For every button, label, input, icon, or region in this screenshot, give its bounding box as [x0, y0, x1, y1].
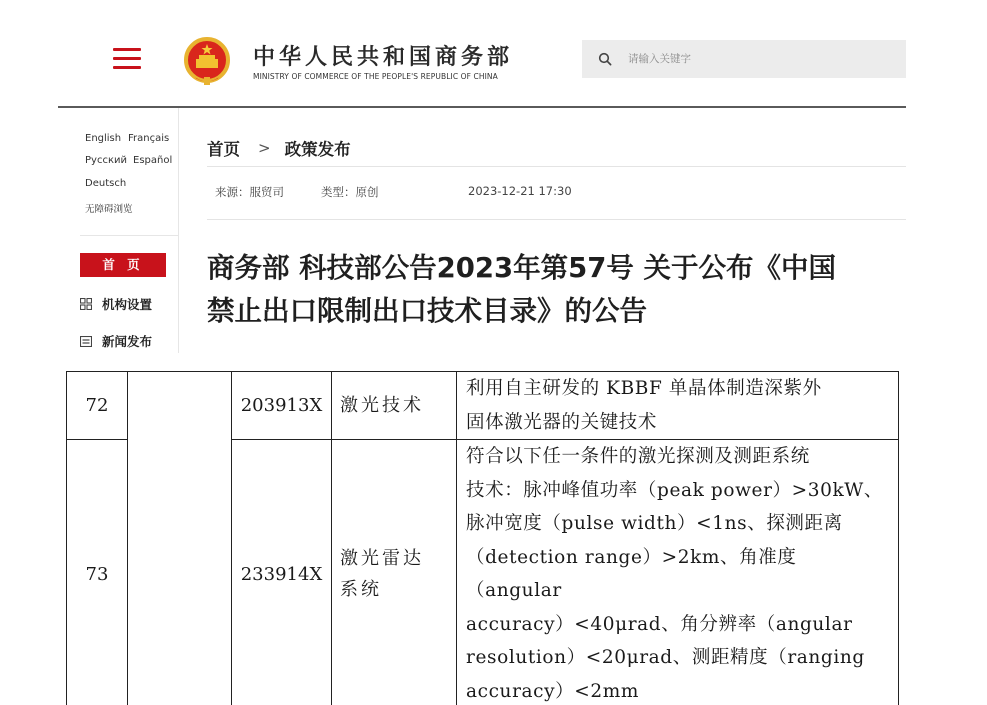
site-name-en: MINISTRY OF COMMERCE OF THE PEOPLE'S REPUBLIC OF CHINA [253, 72, 498, 81]
site-name-cn: 中华人民共和国商务部 [253, 45, 514, 70]
nav-org-label: 机构设置 [102, 297, 153, 312]
meta-datetime: 2023-12-21 17:30 [468, 184, 572, 198]
tech-name-line: 激光技术 [340, 395, 424, 416]
lang-german[interactable]: Deutsch [85, 178, 127, 189]
accessibility-link[interactable]: 无障碍浏览 [85, 204, 133, 215]
tech-name-line: 激光雷达 [340, 548, 424, 569]
grid-icon [80, 298, 92, 310]
tech-description [457, 440, 899, 705]
article-title-line-2: 禁止出口限制出口技术目录》的公告 [207, 295, 647, 327]
lang-spanish[interactable]: Español [133, 155, 173, 166]
nav-org-structure[interactable] [80, 295, 152, 313]
tech-description [457, 372, 899, 440]
breadcrumb-separator: > [258, 139, 271, 157]
breadcrumb-section[interactable]: 政策发布 [284, 140, 351, 159]
national-emblem-logo[interactable] [183, 35, 231, 87]
lang-english[interactable]: English [85, 133, 122, 144]
lang-russian[interactable]: Русский [85, 155, 127, 166]
breadcrumb-divider [207, 166, 906, 167]
description-line: resolution）<20μrad、测距精度（ranging [466, 647, 865, 668]
sidebar-divider [178, 108, 179, 353]
menu-icon[interactable] [113, 48, 141, 70]
header-divider [58, 106, 906, 108]
meta-divider [207, 219, 906, 220]
tech-code: 203913X [232, 372, 332, 440]
nav-news-label: 新闻发布 [102, 334, 153, 349]
row-number: 73 [67, 440, 128, 705]
breadcrumb-home[interactable]: 首页 [207, 140, 240, 159]
article-title [207, 247, 917, 333]
document-table-image [66, 371, 900, 705]
sidebar-separator [80, 235, 178, 236]
description-line: 脉冲宽度（pulse width）<1ns、探测距离 [466, 513, 843, 534]
nav-home[interactable]: 首 页 [80, 253, 166, 277]
tech-name [332, 372, 457, 440]
table-row [67, 372, 899, 440]
description-line: 符合以下任一条件的激光探测及测距系统 [466, 446, 810, 467]
search-icon[interactable] [598, 52, 612, 66]
description-line: accuracy）<40μrad、角分辨率（angular [466, 613, 853, 635]
search-bar [582, 40, 906, 78]
lang-french[interactable]: Français [128, 133, 170, 144]
news-icon [80, 336, 92, 347]
nav-news[interactable] [80, 332, 152, 350]
description-line: 技术：脉冲峰值功率（peak power）>30kW、 [466, 479, 883, 501]
tech-name [332, 440, 457, 705]
description-line: accuracy）<2mm [466, 680, 640, 702]
tech-code: 233914X [232, 440, 332, 705]
category-cell [128, 372, 232, 705]
description-line: 利用自主研发的 KBBF 单晶体制造深紫外 [466, 378, 822, 399]
description-line: 固体激光器的关键技术 [466, 411, 658, 433]
meta-type: 类型：原创 [321, 185, 379, 199]
tech-name-line: 系统 [340, 579, 382, 600]
article-title-line-1: 商务部 科技部公告2023年第57号 关于公布《中国 [207, 252, 836, 284]
breadcrumb [207, 136, 351, 160]
row-number: 72 [67, 372, 128, 440]
search-input[interactable] [626, 52, 880, 66]
meta-source: 来源：服贸司 [215, 185, 284, 199]
description-line: （detection range）>2km、角准度（angular [466, 546, 797, 601]
